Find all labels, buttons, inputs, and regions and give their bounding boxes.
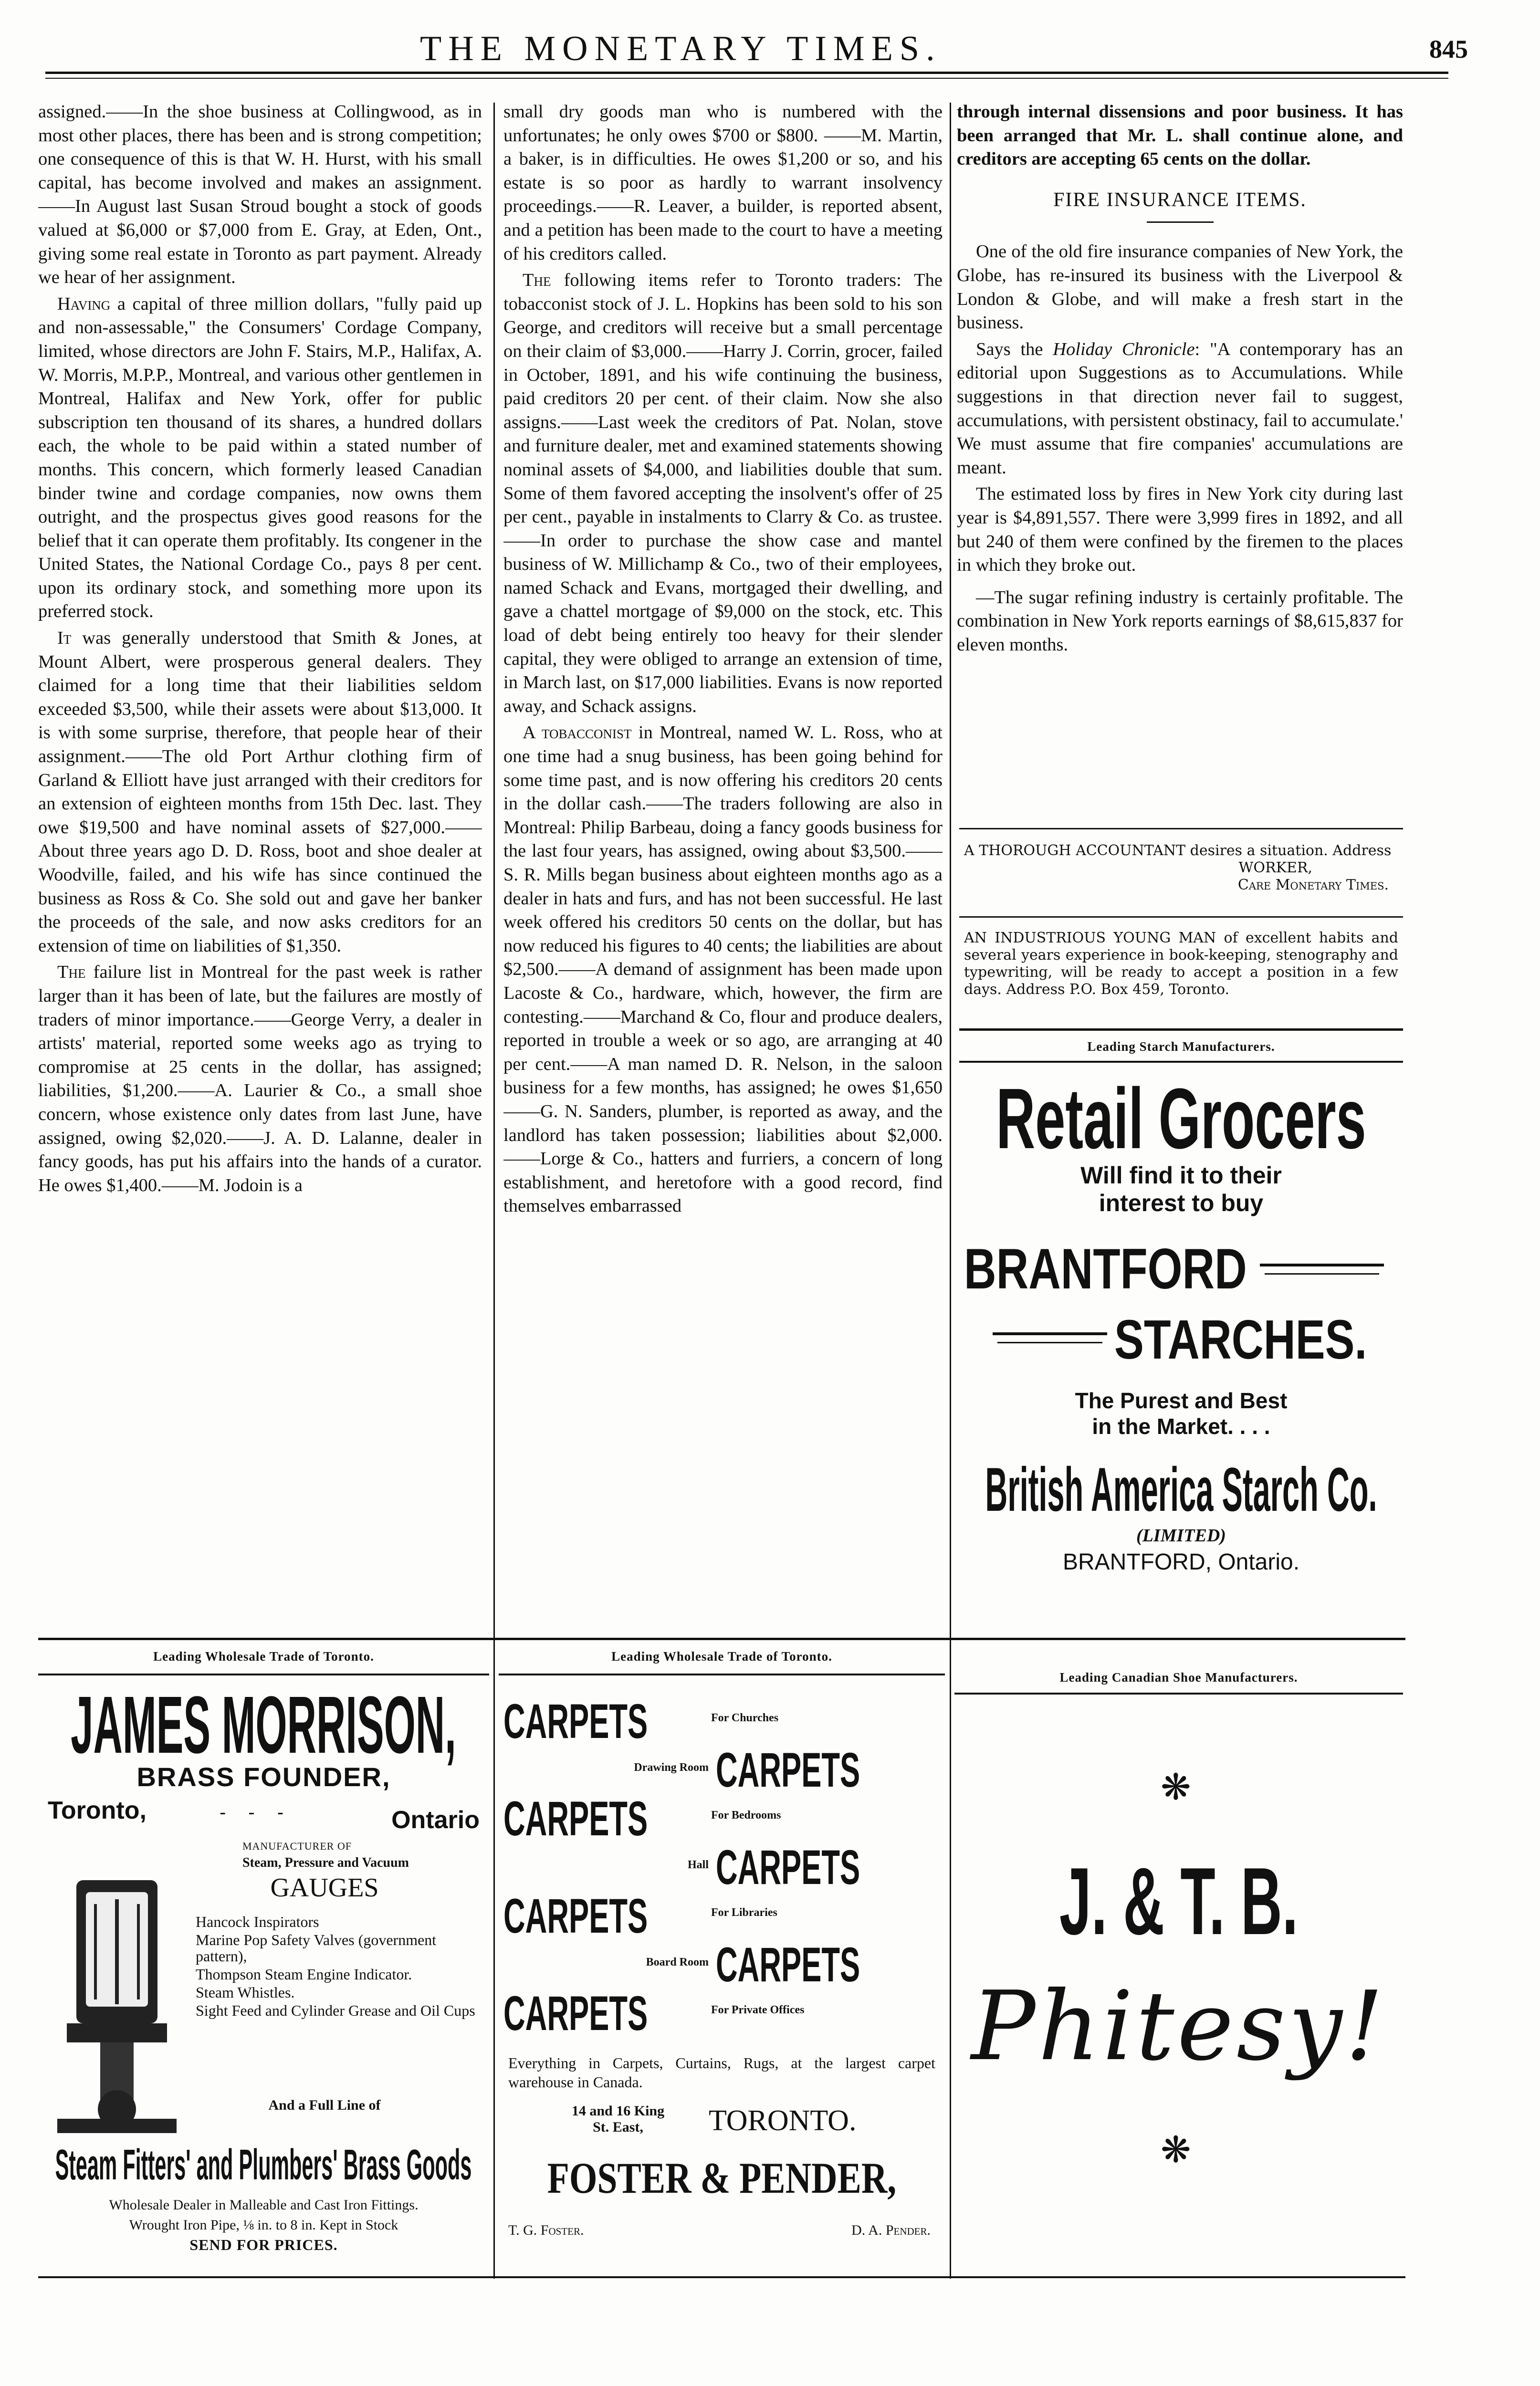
carpet-row — [499, 1694, 945, 1748]
ad-rule — [499, 1674, 945, 1675]
manufacturer-label: MANUFACTURER OF — [242, 1840, 352, 1852]
ad-heading: Leading Starch Manufacturers. — [1087, 1039, 1275, 1054]
article-column-1 — [38, 100, 482, 1637]
carpets-word: CARPETS — [503, 1791, 648, 1846]
carpet-row-label: Hall — [687, 1859, 709, 1871]
pipe-line: Wrought Iron Pipe, ⅛ in. to 8 in. Kept in Stock — [129, 2217, 398, 2233]
article-paragraph: Says the Holiday Chronicle: "A contemporary has an editorial upon Suggestions as to Accumulations. While suggestions in that direction never fail to suggest, accumulations, with persistent obstinacy, fail to accumulate.' We must assume that fire companies' accumulations are meant. — [957, 339, 1403, 478]
carpets-advertisement — [499, 1642, 945, 2271]
morrison-advertisement — [38, 1642, 489, 2271]
article-paragraph: —The sugar refining industry is certainly profitable. The combination in New York reports earnings of $8,615,837 for eleven months. — [957, 587, 1403, 655]
ad-heading: Leading Canadian Shoe Manufacturers. — [1059, 1670, 1298, 1685]
ad-heading: Leading Wholesale Trade of Toronto. — [153, 1649, 374, 1664]
address-block — [499, 2100, 945, 2153]
fitters-banner — [38, 2138, 489, 2190]
toronto-label: Toronto, — [48, 1797, 147, 1824]
article-paragraph: The following items refer to Toronto traders: The tobacconist stock of J. L. Hopkins has been sold to his son George, and creditors will receive but a small percentage on their claim of $3,000.——Harry J. Corrin, grocer, failed in October, 1891, and his wife continuing the business, paid creditors 20 per cent. of their claim. Now she also assigns.——Last week the creditors of Pat. Nolan, stove and furniture dealer, met and examined statements showing nominal assets of $4,000, and liabilities double that sum. Some of them favored accepting the insolvent's offer of 25 per cent., payable in instalments to Clarry & Co. as trustee.——In order to purchase the show case and mantel business of W. Millichamp & Co., two of their employees, named Schack and Evans, mortgaged their dwelling, and gave a chattel mortgage of $9,000 on the stock, etc. This load of debt being entirely too heavy for their slender capital, they were obliged to arrange an extension of time, in March last, on $17,000 liabilities. Evans is now reported away, and Schack assigns. — [503, 270, 943, 716]
carpet-row-label: For Bedrooms — [711, 1809, 781, 1821]
carpets-word: CARPETS — [503, 1694, 648, 1748]
decorative-rule — [1260, 1264, 1384, 1266]
partner-name: D. A. Pender. — [851, 2222, 931, 2238]
publication-title: THE MONETARY TIMES. — [420, 29, 942, 68]
product-item: Marine Pop Safety Valves (government pattern), — [196, 1931, 437, 1965]
article-paragraph: It was generally understood that Smith & Jones, at Mount Albert, were prosperous general dealers. They claimed for a long time that their liabilities seldom exceeded $3,500, while their assets were about $13,000. It is with some surprise, therefore, that people hear of their assignment.——The old Port Arthur clothing firm of Garland & Elliott have just arranged with their creditors for an extension of eighteen months from 15th Dec. last. They owe $19,500 and have nominal assets of $27,000.——About three years ago D. D. Ross, boot and shoe dealer at Woodville, failed, and his wife has since continued the business as Ross & Co. She sold out and gave her banker the proceeds of the sale, and now asks creditors for an extension of time on liabilities of $1,350. — [38, 628, 482, 956]
carpet-row — [499, 1791, 945, 1846]
product-item: Thompson Steam Engine Indicator. — [196, 1966, 412, 1983]
carpets-word: CARPETS — [503, 1986, 648, 2041]
carpet-row — [499, 1937, 945, 1992]
company-name-banner — [959, 1454, 1403, 1525]
starch-advertisement — [959, 1036, 1403, 1637]
ontario-label: Ontario — [391, 1806, 480, 1834]
street-address-2: St. East, — [593, 2119, 643, 2135]
classified-ad — [964, 842, 1398, 894]
product-item: Steam Whistles. — [196, 1984, 295, 2001]
brantford-line — [959, 1236, 1403, 1308]
article-paragraph: One of the old fire insurance companies of New York, the Globe, has re-insured its business with the Liverpool & London & Globe, and will make a fresh start in the business. — [957, 241, 1403, 333]
ornament-icon: ❋ — [1161, 1768, 1191, 1808]
ad-tagline: in the Market. . . . — [1092, 1414, 1270, 1439]
paragraph-lead: The — [57, 962, 86, 983]
ad-rule — [959, 828, 1403, 829]
gauge-illustration — [48, 1871, 186, 2138]
gauge-icon — [48, 1871, 186, 2138]
product-item: Hancock Inspirators — [196, 1913, 319, 1930]
classified-ad-text: A THOROUGH ACCOUNTANT desires a situation. Address — [964, 842, 1392, 859]
page-number: 845 — [1429, 35, 1468, 63]
carpet-row-label: Drawing Room — [634, 1761, 709, 1774]
partner-name: T. G. Foster. — [508, 2222, 584, 2238]
ad-tagline: Will find it to their — [1080, 1162, 1282, 1189]
product-item: Sight Feed and Cylinder Grease and Oil Cups — [196, 2002, 475, 2019]
article-paragraph: Having a capital of three million dollars, "fully paid up and non-assessable," the Consumers' Cordage Company, limited, whose directors are John F. Stairs, M.P., Halifax, A. W. Morris, M.P.P., Montreal, and various other gentlemen in Montreal, Halifax and New York, offer for public subscription ten thousand of its shares, a hundred dollars each, the whole to be paid within a stated number of months. This concern, which formerly leased Canadian binder twine and cordage companies, now owns them outright, and the prospectus gives good reasons for the belief that it can operate them profitably. Its congener in the United States, the National Cordage Co., pays 8 per cent. upon its ordinary stock, and something more upon its preferred stock. — [38, 293, 482, 622]
carpet-row-label: For Libraries — [711, 1906, 777, 1919]
article-paragraph: The estimated loss by fires in New York city during last year is $4,891,557. There were 3,999 fires in 1892, and all but 240 of them were confined by the firemen to the places in which they broke out. — [957, 484, 1403, 576]
location-dashes: - - - — [220, 1802, 293, 1823]
section-divider — [38, 1638, 1405, 1640]
wholesale-line: Wholesale Dealer in Malleable and Cast Iron Fittings. — [109, 2197, 419, 2213]
classified-ad-name: WORKER, — [1238, 859, 1312, 876]
decorative-rule — [993, 1332, 1107, 1335]
carpet-row-label: For Private Offices — [711, 2004, 805, 2016]
send-for-prices: SEND FOR PRICES. — [189, 2236, 338, 2253]
city-name: TORONTO. — [709, 2104, 857, 2137]
firm-name: FOSTER & PENDER, — [547, 2154, 897, 2202]
carpets-word: CARPETS — [716, 1840, 860, 1894]
gauges-block — [38, 1871, 489, 2138]
morrison-name-text: JAMES MORRISON, — [71, 1680, 456, 1770]
brand-script: Phitesy! — [971, 1971, 1387, 2082]
paragraph-lead: The — [523, 270, 551, 291]
header-rule-thin — [45, 78, 1448, 79]
fitters-text: Steam Fitters' and Plumbers' Brass Goods — [55, 2141, 472, 2189]
classified-ad-care: Care Monetary Times. — [1237, 877, 1389, 893]
ad-rule — [954, 1693, 1403, 1695]
decorative-rule — [1265, 1273, 1379, 1275]
carpet-row — [499, 1840, 945, 1894]
company-name-text: British America Starch Co. — [985, 1455, 1377, 1524]
brantford-text: BRANTFORD — [964, 1237, 1247, 1301]
retail-grocers-banner — [959, 1063, 1403, 1167]
partners-line — [499, 2222, 945, 2251]
carpet-row-label: Board Room — [646, 1956, 709, 1968]
article-paragraph: The failure list in Montreal for the past week is rather larger than it has been of late, but the failures are mostly of traders of minor importance.——George Verry, a dealer in artists' material, reported some weeks ago as trying to compromise at 25 cents in the dollar, has assigned; liabilities, $1,200.——A. Laurier & Co., a small shoe concern, whose existence only dates from last June, have assigned, owing $2,020.——J. A. D. Lalanne, dealer in fancy goods, has put his affairs into the hands of a curator. He owes $1,400.——M. Jodoin is a — [38, 962, 482, 1195]
carpet-row — [499, 1888, 945, 1943]
article-paragraph: assigned.——In the shoe business at Collingwood, as in most other places, there has been and is strong competition; one consequence of this is that W. H. Hurst, with his small capital, has become involved and makes an assignment.——In August last Susan Stroud bought a stock of goods valued at $6,000 or $7,000 from E. Gray, at Eden, Ont., giving some real estate in Toronto as part payment. Already we hear of her assignment. — [38, 102, 482, 288]
ad-rule — [959, 1028, 1403, 1031]
starches-line — [959, 1308, 1403, 1379]
carpet-row — [499, 1742, 945, 1797]
carpet-row-label: For Churches — [711, 1712, 779, 1724]
ornament-icon: ❋ — [1161, 2130, 1191, 2170]
decorative-rule — [997, 1342, 1102, 1343]
paragraph-lead: A tobacconist — [523, 722, 632, 743]
carpets-word: CARPETS — [503, 1889, 648, 1943]
article-column-3 — [957, 100, 1403, 816]
article-paragraph: small dry goods man who is numbered with the unfortunates; he only owes $700 or $800. ——M. Martin, a baker, is in difficulties. He owes $1,200 or so, and his estate is so poor as hardly to warrant insolvency proceedings.——R. Leaver, a builder, is reported absent, and a petition has been made to the court to have a meeting of his creditors called. — [503, 102, 943, 264]
brand-banner — [954, 1847, 1403, 1955]
ad-rule — [959, 916, 1403, 918]
street-address: 14 and 16 King — [571, 2103, 665, 2119]
footer-rule — [38, 2276, 1405, 2278]
section-rule — [1147, 221, 1214, 223]
product-list — [196, 1914, 482, 2020]
paragraph-lead: It — [57, 628, 72, 649]
masthead — [0, 29, 1540, 76]
section-title: FIRE INSURANCE ITEMS. — [1053, 188, 1307, 211]
retail-grocers-text: Retail Grocers — [996, 1071, 1366, 1167]
classified-ad: AN INDUSTRIOUS YOUNG MAN of excellent habits and several years experience in book-keeping, stenography and typewriting, will be ready to accept a position in a few days. Address P.O. Box 459, Toronto. — [964, 930, 1398, 998]
full-line-label: And a Full Line of — [268, 2097, 381, 2113]
article-column-2 — [503, 100, 943, 1637]
ad-heading: Leading Wholesale Trade of Toronto. — [611, 1649, 832, 1664]
company-location: BRANTFORD, Ontario. — [1062, 1549, 1300, 1575]
carpet-row — [499, 1986, 945, 2041]
company-limited: (LIMITED) — [1136, 1526, 1226, 1546]
header-rule — [45, 72, 1448, 74]
ad-tagline: interest to buy — [1099, 1190, 1264, 1216]
shoe-advertisement — [954, 1642, 1403, 2271]
brass-founder: BRASS FOUNDER, — [136, 1762, 391, 1792]
column-divider — [493, 103, 495, 2279]
column-divider — [950, 103, 951, 2279]
carpets-word: CARPETS — [716, 1743, 860, 1797]
gauge-type: Steam, Pressure and Vacuum — [242, 1855, 409, 1870]
ad-tagline: The Purest and Best — [1075, 1388, 1288, 1413]
carpets-word: CARPETS — [716, 1937, 860, 1992]
gauges-title: GAUGES — [270, 1873, 379, 1903]
morrison-name-banner — [38, 1675, 489, 1770]
brand-text: J. & T. B. — [1059, 1848, 1299, 1955]
carpets-description: Everything in Carpets, Curtains, Rugs, at the largest carpet warehouse in Canada. — [508, 2054, 935, 2091]
location-line — [38, 1792, 489, 1834]
article-paragraph: through internal dissensions and poor business. It has been arranged that Mr. L. shall continue alone, and creditors are accepting 65 cents on the dollar. — [957, 102, 1403, 169]
paragraph-lead: Having — [57, 293, 111, 314]
publication-name: Holiday Chronicle — [1053, 339, 1195, 359]
article-paragraph: A tobacconist in Montreal, named W. L. Ross, who at one time had a snug business, has been going behind for some time past, and is now offering his creditors 20 cents in the dollar cash.——The traders following are also in Montreal: Philip Barbeau, doing a fancy goods business for the last four years, has assigned, owing about $3,500.——S. R. Mills began business about eighteen months ago as a dealer in hats and furs, and has not been successful. He last week offered his creditors 50 cents on the dollar, but has now reduced his figures to 40 cents; the liabilities are about $2,500.——A demand of assignment has been made upon Lacoste & Co., hardware, which, however, the firm are contesting.——Marchand & Co, flour and produce dealers, reported in trouble a week or so ago, are arranging at 40 per cent.——A man named D. R. Nelson, in the saloon business for a few months, has assigned; he owes $1,650——G. N. Sanders, plumber, is reported as away, and the landlord has taken possession; liabilities about $2,000. ——Lorge & Co., hatters and furriers, a concern of long establishment, and heretofore with a good record, find themselves embarrassed — [503, 722, 943, 1216]
starches-text: STARCHES. — [1114, 1308, 1367, 1371]
